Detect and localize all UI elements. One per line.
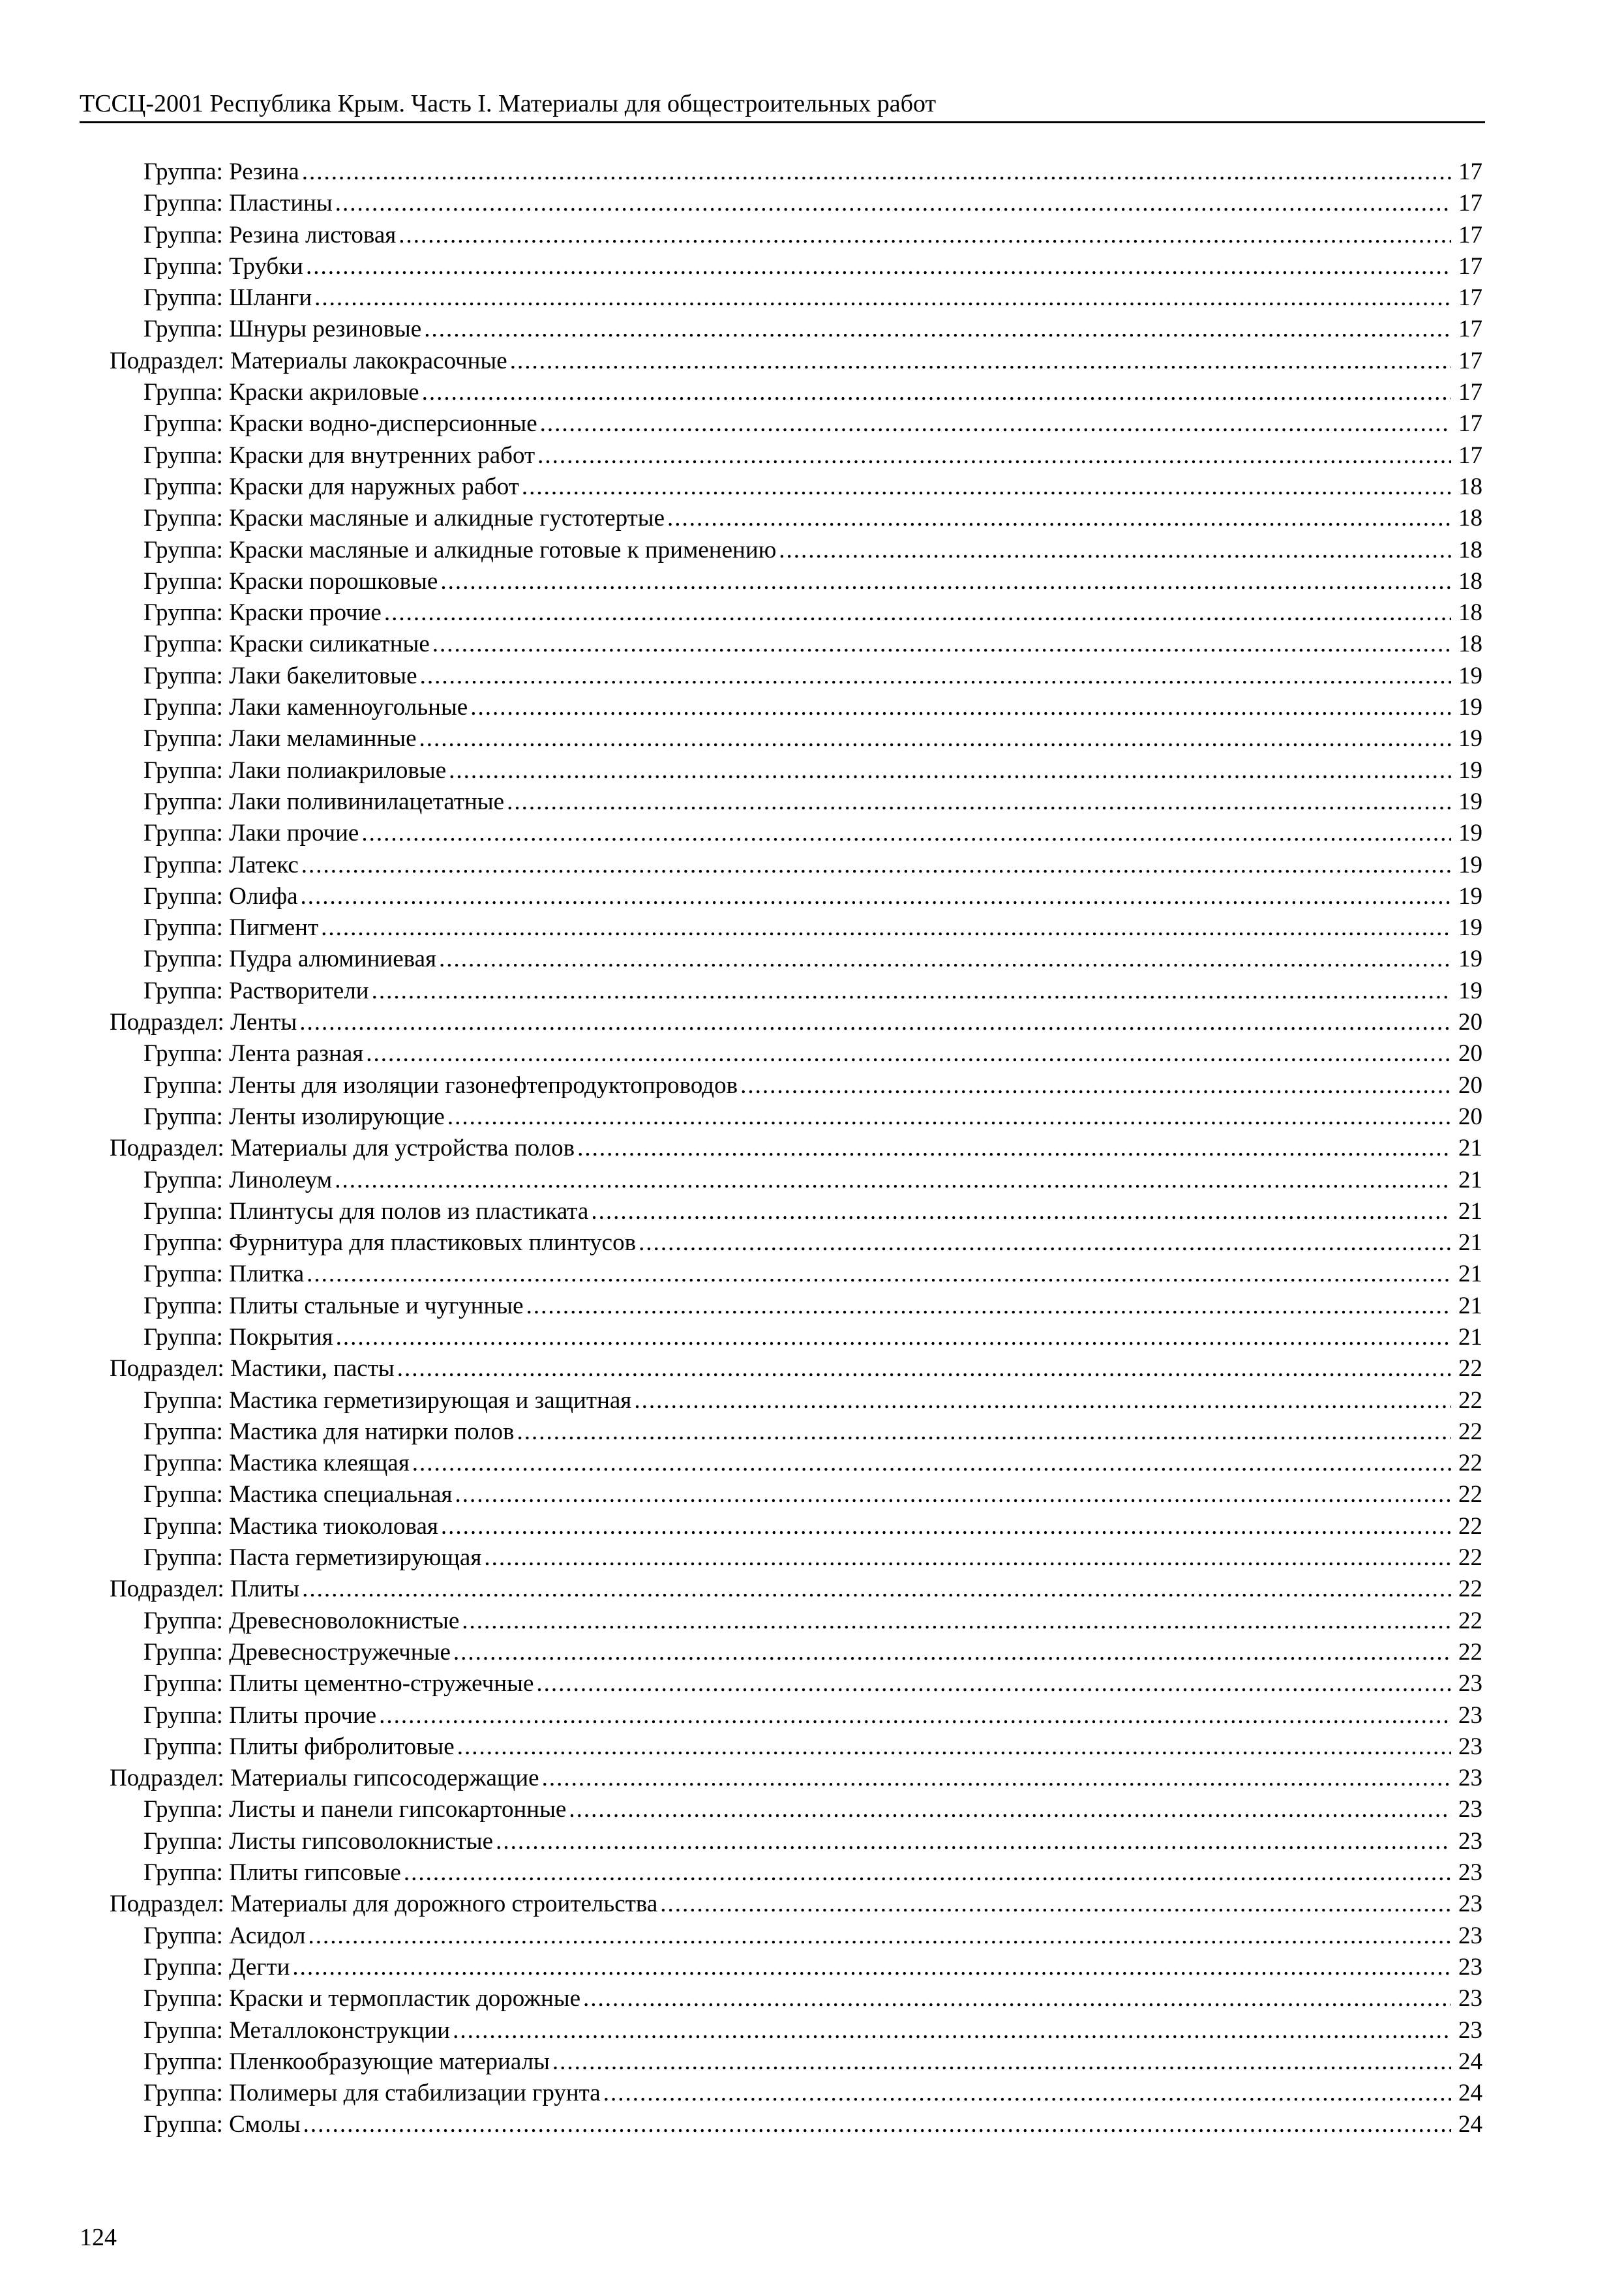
- toc-group-entry[interactable]: [0, 2078, 1482, 2109]
- toc-entry-page: 19: [1458, 977, 1482, 1004]
- toc-dot-leader: [366, 1038, 1451, 1070]
- toc-group-entry[interactable]: [0, 1416, 1482, 1448]
- toc-group-entry[interactable]: [0, 755, 1482, 786]
- toc-group-entry[interactable]: [0, 1479, 1482, 1510]
- toc-entry-page: 19: [1458, 882, 1482, 910]
- toc-dot-leader: [453, 2015, 1451, 2046]
- toc-entry-label: Группа: Мастика для натирки полов: [143, 1418, 515, 1445]
- toc-entry-label: Группа: Мастика тиоколовая: [143, 1512, 438, 1540]
- toc-group-entry[interactable]: [0, 188, 1482, 219]
- toc-entry-page: 20: [1458, 1071, 1482, 1099]
- toc-entry-page: 23: [1458, 1733, 1482, 1760]
- toc-dot-leader: [302, 1574, 1451, 1605]
- toc-group-entry[interactable]: [0, 314, 1482, 345]
- toc-group-entry[interactable]: [0, 1952, 1482, 1983]
- toc-dot-leader: [301, 881, 1451, 912]
- toc-dot-leader: [660, 1889, 1451, 1920]
- toc-entry-label: Группа: Лаки прочие: [143, 820, 359, 847]
- toc-entry-label: Группа: Пластины: [143, 190, 333, 217]
- toc-dot-leader: [420, 661, 1451, 692]
- toc-entry-label: Группа: Краски и термопластик дорожные: [143, 1985, 581, 2012]
- toc-entry-page: 23: [1458, 1765, 1482, 1792]
- toc-group-entry[interactable]: [0, 1038, 1482, 1070]
- toc-group-entry[interactable]: [0, 850, 1482, 881]
- toc-group-entry[interactable]: [0, 1731, 1482, 1763]
- toc-group-entry[interactable]: [0, 1165, 1482, 1196]
- toc-subsection-entry[interactable]: [0, 1889, 1482, 1920]
- toc-entry-page: 23: [1458, 1891, 1482, 1918]
- toc-group-entry[interactable]: [0, 1857, 1482, 1889]
- toc-entry-page: 17: [1458, 284, 1482, 312]
- toc-entry-page: 19: [1458, 914, 1482, 942]
- toc-entry-page: 19: [1458, 662, 1482, 689]
- toc-entry-label: Группа: Металлоконструкции: [143, 2016, 451, 2044]
- toc-group-entry[interactable]: [0, 1448, 1482, 1479]
- toc-group-entry[interactable]: [0, 1542, 1482, 1574]
- toc-entry-label: Подраздел: Материалы лакокрасочные: [110, 347, 507, 374]
- toc-entry-page: 21: [1458, 1261, 1482, 1288]
- toc-entry-label: Группа: Олифа: [143, 882, 298, 910]
- toc-group-entry[interactable]: [0, 976, 1482, 1007]
- toc-group-entry[interactable]: [0, 282, 1482, 314]
- toc-group-entry[interactable]: [0, 1983, 1482, 2014]
- toc-entry-label: Группа: Краски акриловые: [143, 379, 419, 406]
- toc-dot-leader: [507, 786, 1451, 818]
- toc-dot-leader: [577, 1133, 1451, 1164]
- toc-dot-leader: [361, 818, 1451, 849]
- toc-entry-label: Группа: Краски масляные и алкидные готовые к применению: [143, 536, 777, 563]
- toc-entry-page: 19: [1458, 820, 1482, 847]
- toc-group-entry[interactable]: [0, 1101, 1482, 1133]
- toc-subsection-entry[interactable]: [0, 1007, 1482, 1038]
- toc-group-entry[interactable]: [0, 881, 1482, 912]
- toc-entry-label: Группа: Древесностружечные: [143, 1638, 451, 1666]
- toc-dot-leader: [302, 157, 1451, 188]
- toc-entry-label: Подраздел: Материалы для дорожного строительства: [110, 1891, 658, 1918]
- toc-entry-label: Группа: Пленкообразующие материалы: [143, 2048, 550, 2075]
- toc-entry-page: 24: [1458, 2080, 1482, 2107]
- toc-entry-page: 22: [1458, 1450, 1482, 1477]
- toc-group-entry[interactable]: [0, 408, 1482, 440]
- toc-dot-leader: [496, 1826, 1451, 1857]
- toc-entry-label: Группа: Краски водно-дисперсионные: [143, 410, 537, 438]
- toc-group-entry[interactable]: [0, 1291, 1482, 1322]
- toc-dot-leader: [552, 2046, 1451, 2078]
- toc-entry-page: 23: [1458, 1796, 1482, 1823]
- toc-entry-label: Группа: Древесноволокнистые: [143, 1607, 460, 1634]
- toc-dot-leader: [583, 1983, 1451, 2014]
- toc-dot-leader: [453, 1637, 1451, 1668]
- toc-group-entry[interactable]: [0, 944, 1482, 975]
- toc-entry-label: Группа: Плиты гипсовые: [143, 1859, 401, 1887]
- toc-entry-page: 17: [1458, 252, 1482, 280]
- toc-dot-leader: [404, 1857, 1451, 1889]
- toc-dot-leader: [462, 1606, 1451, 1637]
- toc-group-entry[interactable]: [0, 157, 1482, 188]
- toc-entry-label: Группа: Мастика специальная: [143, 1481, 453, 1508]
- toc-dot-leader: [740, 1070, 1451, 1101]
- toc-dot-leader: [540, 408, 1451, 440]
- toc-entry-label: Группа: Трубки: [143, 252, 303, 280]
- toc-entry-page: 18: [1458, 536, 1482, 563]
- toc-dot-leader: [314, 282, 1451, 314]
- toc-group-entry[interactable]: [0, 661, 1482, 692]
- toc-dot-leader: [335, 188, 1451, 219]
- toc-entry-page: 23: [1458, 1953, 1482, 1981]
- toc-group-entry[interactable]: [0, 1322, 1482, 1353]
- toc-group-entry[interactable]: [0, 1826, 1482, 1857]
- toc-dot-leader: [307, 1259, 1451, 1290]
- toc-entry-label: Группа: Растворители: [143, 977, 369, 1004]
- toc-dot-leader: [526, 1291, 1451, 1322]
- toc-entry-label: Группа: Латекс: [143, 851, 299, 878]
- toc-group-entry[interactable]: [0, 1196, 1482, 1227]
- toc-group-entry[interactable]: [0, 692, 1482, 723]
- toc-group-entry[interactable]: [0, 786, 1482, 818]
- toc-entry-label: Группа: Лаки поливинилацетатные: [143, 788, 505, 815]
- toc-entry-label: Группа: Плиты цементно-стружечные: [143, 1670, 534, 1698]
- toc-entry-page: 23: [1458, 1985, 1482, 2012]
- toc-subsection-entry[interactable]: [0, 1353, 1482, 1384]
- toc-dot-leader: [522, 471, 1451, 503]
- toc-dot-leader: [321, 912, 1451, 944]
- toc-entry-label: Подраздел: Плиты: [110, 1576, 300, 1603]
- toc-group-entry[interactable]: [0, 440, 1482, 471]
- toc-entry-label: Группа: Асидол: [143, 1922, 306, 1949]
- toc-entry-page: 21: [1458, 1135, 1482, 1162]
- toc-entry-label: Группа: Полимеры для стабилизации грунта: [143, 2080, 601, 2107]
- toc-dot-leader: [449, 755, 1451, 786]
- toc-entry-page: 20: [1458, 1103, 1482, 1130]
- toc-entry-label: Группа: Краски силикатные: [143, 631, 430, 658]
- toc-entry-page: 24: [1458, 2111, 1482, 2138]
- toc-dot-leader: [455, 1479, 1451, 1510]
- toc-dot-leader: [779, 535, 1451, 566]
- toc-entry-page: 17: [1458, 190, 1482, 217]
- toc-dot-leader: [419, 723, 1452, 755]
- toc-dot-leader: [424, 314, 1451, 345]
- toc-entry-page: 24: [1458, 2048, 1482, 2075]
- toc-dot-leader: [397, 1353, 1451, 1384]
- toc-entry-label: Группа: Лаки полиакриловые: [143, 756, 447, 784]
- toc-group-entry[interactable]: [0, 1259, 1482, 1290]
- toc-dot-leader: [441, 1511, 1451, 1542]
- toc-entry-label: Группа: Лента разная: [143, 1040, 364, 1068]
- toc-entry-label: Группа: Дегти: [143, 1953, 290, 1981]
- toc-entry-page: 22: [1458, 1638, 1482, 1666]
- toc-dot-leader: [470, 692, 1451, 723]
- toc-entry-page: 22: [1458, 1355, 1482, 1383]
- toc-group-entry[interactable]: [0, 818, 1482, 849]
- toc-entry-label: Группа: Пигмент: [143, 914, 319, 942]
- toc-entry-label: Подраздел: Ленты: [110, 1009, 297, 1036]
- toc-group-entry[interactable]: [0, 503, 1482, 534]
- toc-entry-label: Подраздел: Материалы для устройства полов: [110, 1135, 575, 1162]
- toc-entry-page: 19: [1458, 946, 1482, 973]
- toc-entry-page: 22: [1458, 1607, 1482, 1634]
- toc-group-entry[interactable]: [0, 1070, 1482, 1101]
- toc-dot-leader: [336, 1322, 1451, 1353]
- toc-entry-page: 17: [1458, 158, 1482, 185]
- toc-entry-label: Группа: Лаки бакелитовые: [143, 662, 417, 689]
- table-of-contents: [0, 157, 1624, 2141]
- toc-entry-page: 19: [1458, 851, 1482, 878]
- toc-entry-page: 22: [1458, 1418, 1482, 1445]
- toc-entry-label: Группа: Мастика герметизирующая и защитная: [143, 1386, 632, 1414]
- toc-entry-label: Группа: Плиты фибролитовые: [143, 1733, 455, 1760]
- toc-dot-leader: [303, 2109, 1451, 2140]
- toc-dot-leader: [301, 850, 1451, 881]
- toc-entry-label: Группа: Лаки меламинные: [143, 725, 417, 753]
- toc-entry-label: Подраздел: Мастики, пасты: [110, 1355, 395, 1383]
- toc-entry-page: 19: [1458, 756, 1482, 784]
- toc-group-entry[interactable]: [0, 1637, 1482, 1668]
- toc-group-entry[interactable]: [0, 1668, 1482, 1699]
- toc-entry-label: Группа: Краски для наружных работ: [143, 473, 519, 500]
- toc-group-entry[interactable]: [0, 1700, 1482, 1731]
- toc-group-entry[interactable]: [0, 912, 1482, 944]
- toc-entry-page: 23: [1458, 1859, 1482, 1887]
- toc-dot-leader: [569, 1794, 1451, 1825]
- toc-dot-leader: [308, 1921, 1451, 1952]
- page-number: 124: [80, 2224, 117, 2251]
- toc-group-entry[interactable]: [0, 597, 1482, 629]
- toc-entry-page: 17: [1458, 379, 1482, 406]
- toc-dot-leader: [634, 1385, 1451, 1416]
- toc-dot-leader: [591, 1196, 1451, 1227]
- toc-dot-leader: [335, 1165, 1451, 1196]
- toc-entry-page: 18: [1458, 631, 1482, 658]
- toc-dot-leader: [398, 220, 1451, 251]
- toc-entry-page: 23: [1458, 2016, 1482, 2044]
- toc-dot-leader: [536, 1668, 1451, 1699]
- toc-entry-label: Группа: Резина листовая: [143, 221, 397, 248]
- toc-dot-leader: [384, 597, 1451, 629]
- toc-entry-page: 18: [1458, 567, 1482, 595]
- toc-entry-label: Группа: Ленты для изоляции газонефтепродуктопроводов: [143, 1071, 738, 1099]
- toc-group-entry[interactable]: [0, 535, 1482, 566]
- toc-dot-leader: [639, 1227, 1451, 1259]
- toc-group-entry[interactable]: [0, 2046, 1482, 2078]
- toc-subsection-entry[interactable]: [0, 1133, 1482, 1164]
- toc-entry-page: 22: [1458, 1481, 1482, 1508]
- toc-entry-label: Группа: Пудра алюминиевая: [143, 946, 437, 973]
- toc-group-entry[interactable]: [0, 1921, 1482, 1952]
- toc-group-entry[interactable]: [0, 1385, 1482, 1416]
- toc-dot-leader: [667, 503, 1451, 534]
- toc-entry-label: Группа: Краски прочие: [143, 599, 382, 627]
- toc-group-entry[interactable]: [0, 377, 1482, 408]
- toc-entry-label: Группа: Плиты стальные и чугунные: [143, 1292, 524, 1319]
- toc-entry-label: Группа: Краски для внутренних работ: [143, 441, 535, 469]
- toc-entry-label: Группа: Фурнитура для пластиковых плинтусов: [143, 1229, 637, 1257]
- toc-group-entry[interactable]: [0, 220, 1482, 251]
- toc-entry-label: Группа: Мастика клеящая: [143, 1450, 410, 1477]
- toc-dot-leader: [447, 1101, 1451, 1133]
- toc-entry-page: 20: [1458, 1040, 1482, 1068]
- toc-dot-leader: [439, 944, 1451, 975]
- toc-entry-page: 22: [1458, 1512, 1482, 1540]
- toc-entry-page: 17: [1458, 221, 1482, 248]
- toc-entry-label: Группа: Краски масляные и алкидные густотертые: [143, 505, 665, 532]
- toc-entry-page: 18: [1458, 599, 1482, 627]
- toc-entry-label: Группа: Плиты прочие: [143, 1701, 377, 1729]
- toc-entry-label: Группа: Плитка: [143, 1261, 305, 1288]
- toc-group-entry[interactable]: [0, 629, 1482, 660]
- toc-dot-leader: [517, 1416, 1452, 1448]
- toc-entry-page: 23: [1458, 1922, 1482, 1949]
- toc-entry-page: 23: [1458, 1701, 1482, 1729]
- toc-group-entry[interactable]: [0, 2109, 1482, 2140]
- toc-entry-label: Группа: Резина: [143, 158, 299, 185]
- toc-entry-label: Группа: Паста герметизирующая: [143, 1544, 482, 1572]
- toc-dot-leader: [603, 2078, 1451, 2109]
- toc-group-entry[interactable]: [0, 1227, 1482, 1259]
- toc-group-entry[interactable]: [0, 2015, 1482, 2046]
- toc-entry-page: 17: [1458, 441, 1482, 469]
- toc-dot-leader: [537, 440, 1451, 471]
- toc-entry-label: Подраздел: Материалы гипсосодержащие: [110, 1765, 539, 1792]
- toc-entry-page: 19: [1458, 694, 1482, 721]
- toc-entry-page: 18: [1458, 505, 1482, 532]
- running-header: ТССЦ-2001 Республика Крым. Часть I. Материалы для общестроительных работ: [80, 90, 937, 117]
- toc-dot-leader: [306, 251, 1451, 282]
- toc-dot-leader: [412, 1448, 1451, 1479]
- toc-dot-leader: [422, 377, 1451, 408]
- toc-dot-leader: [484, 1542, 1451, 1574]
- toc-entry-label: Группа: Краски порошковые: [143, 567, 438, 595]
- toc-entry-page: 21: [1458, 1292, 1482, 1319]
- toc-entry-label: Группа: Плинтусы для полов из пластиката: [143, 1197, 589, 1225]
- toc-entry-page: 21: [1458, 1166, 1482, 1193]
- toc-entry-label: Группа: Покрытия: [143, 1323, 333, 1351]
- toc-entry-label: Группа: Смолы: [143, 2111, 301, 2138]
- toc-dot-leader: [432, 629, 1451, 660]
- toc-entry-label: Группа: Листы гипсоволокнистые: [143, 1827, 494, 1855]
- toc-entry-page: 23: [1458, 1827, 1482, 1855]
- toc-group-entry[interactable]: [0, 251, 1482, 282]
- toc-entry-page: 23: [1458, 1670, 1482, 1698]
- toc-dot-leader: [510, 346, 1451, 377]
- toc-entry-page: 21: [1458, 1323, 1482, 1351]
- toc-entry-label: Группа: Лаки каменноугольные: [143, 694, 468, 721]
- toc-entry-page: 19: [1458, 725, 1482, 753]
- toc-dot-leader: [299, 1007, 1451, 1038]
- toc-entry-page: 22: [1458, 1544, 1482, 1572]
- header-rule: [80, 121, 1485, 123]
- toc-group-entry[interactable]: [0, 566, 1482, 597]
- toc-dot-leader: [372, 976, 1451, 1007]
- toc-entry-page: 22: [1458, 1576, 1482, 1603]
- toc-entry-label: Группа: Шнуры резиновые: [143, 316, 422, 343]
- toc-group-entry[interactable]: [0, 723, 1482, 755]
- toc-dot-leader: [292, 1952, 1451, 1983]
- toc-entry-label: Группа: Листы и панели гипсокартонные: [143, 1796, 567, 1823]
- toc-dot-leader: [379, 1700, 1451, 1731]
- toc-dot-leader: [440, 566, 1451, 597]
- toc-dot-leader: [542, 1763, 1451, 1794]
- toc-group-entry[interactable]: [0, 1511, 1482, 1542]
- toc-entry-page: 21: [1458, 1229, 1482, 1257]
- toc-group-entry[interactable]: [0, 471, 1482, 503]
- toc-group-entry[interactable]: [0, 1606, 1482, 1637]
- toc-subsection-entry[interactable]: [0, 1574, 1482, 1605]
- toc-entry-label: Группа: Линолеум: [143, 1166, 333, 1193]
- toc-entry-page: 17: [1458, 347, 1482, 374]
- toc-entry-page: 19: [1458, 788, 1482, 815]
- toc-group-entry[interactable]: [0, 1794, 1482, 1825]
- toc-entry-page: 22: [1458, 1386, 1482, 1414]
- toc-entry-page: 20: [1458, 1009, 1482, 1036]
- toc-entry-page: 17: [1458, 316, 1482, 343]
- toc-entry-page: 17: [1458, 410, 1482, 438]
- toc-subsection-entry[interactable]: [0, 1763, 1482, 1794]
- toc-entry-page: 18: [1458, 473, 1482, 500]
- toc-entry-label: Группа: Ленты изолирующие: [143, 1103, 445, 1130]
- toc-entry-page: 21: [1458, 1197, 1482, 1225]
- toc-entry-label: Группа: Шланги: [143, 284, 312, 312]
- toc-subsection-entry[interactable]: [0, 346, 1482, 377]
- toc-dot-leader: [457, 1731, 1451, 1763]
